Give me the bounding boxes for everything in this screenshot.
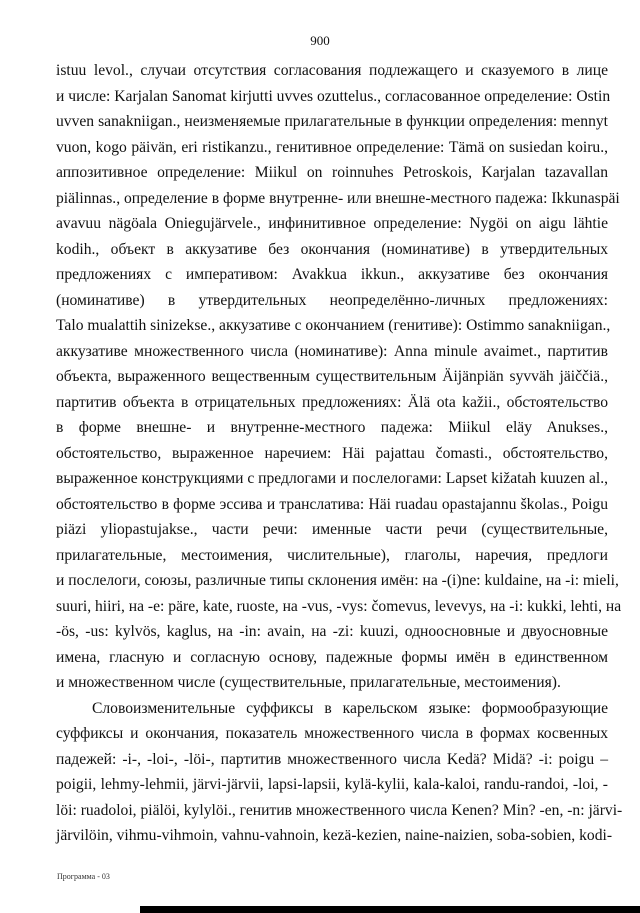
text-line: järvilöin, vihmu-vihmoin, vahnu-vahnoin, kezä-kezien, naine-naizien, soba-sobien, kodi- bbox=[56, 827, 613, 844]
text-line: avavuu nägöala Oniegujärvele., инфинитивное определение: Nygöi on aigu lähtie bbox=[56, 215, 608, 232]
footer-label: Программа - 03 bbox=[57, 872, 110, 881]
text-line: и послелоги, союзы, различные типы склонения имён: на -(i)ne: kuldaine, на -i: mieli, bbox=[56, 572, 619, 589]
text-line: прилагательные, местоимения, числительные), глаголы, наречия, предлоги bbox=[56, 546, 608, 564]
text-line: обстоятельство, выраженное наречием: Häi pajattau čomasti., обстоятельство, bbox=[56, 444, 608, 462]
text-line: Talo mualattih sinizekse., аккузативе с окончанием (генитиве): Ostimmo sanakniigan., bbox=[56, 317, 611, 334]
text-line: обстоятельство в форме эссива и транслатива: Häi ruadau opastajannu školas., Poigu bbox=[56, 495, 608, 513]
text-line: партитив объекта в отрицательных предложениях: Älä ota kažii., обстоятельство bbox=[56, 393, 608, 411]
text-line: имена, гласную и согласную основу, падежные формы имён в единственном bbox=[56, 648, 608, 666]
text-line: suuri, hiiri, на -e: päre, kate, ruoste, на -vus, -vys: čomevus, levevys, на -i: kukki, lehti, на bbox=[56, 597, 622, 615]
body-text bbox=[56, 58, 623, 849]
text-line: Словоизменительные суффиксы в карельском языке: формообразующие bbox=[92, 699, 608, 717]
text-line: vuon, kogo päivän, eri ristikanzu., генитивное определение: Tämä on susiedan koiru., bbox=[56, 138, 608, 156]
text-line: poigii, lehmy-lehmii, järvi-järvii, lapsi-lapsii, kylä-kylii, kala-kaloi, randu-randoi, -loi, - bbox=[56, 776, 608, 793]
text-line: löi: ruadoloi, piälöi, kylylöi., генитив множественного числа Kenen? Min? -en, -n: järvi- bbox=[56, 801, 623, 819]
text-line: аппозитивное определение: Miikul on roinnuhes Petroskois, Karjalan tazavallan bbox=[56, 164, 608, 181]
text-line: -ös, -us: kylvös, kaglus, на -in: avain, на -zi: kuuzi, одноосновные и двуосновные bbox=[56, 623, 608, 640]
text-line: istuu levol., случаи отсутствия согласования подлежащего и сказуемого в лице bbox=[56, 62, 608, 79]
text-line: суффиксы и окончания, показатель множественного числа в формах косвенных bbox=[56, 725, 608, 742]
text-line: и множественном числе (существительные, прилагательные, местоимения). bbox=[56, 674, 561, 691]
text-line: uvven sanakniigan., неизменяемые прилагательные в функции определения: mennyt bbox=[56, 113, 608, 130]
text-line: piälinnas., определение в форме внутренне- или внешне-местного падежа: Ikkunaspäi bbox=[56, 189, 620, 207]
text-line: и числе: Karjalan Sanomat kirjutti uvves ozuttelus., согласованное определение: Ostin bbox=[56, 87, 611, 105]
text-line: аккузативе множественного числа (номинативе): Anna minule avaimet., партитив bbox=[56, 342, 608, 360]
text-line: выраженное конструкциями с предлогами и послелогами: Lapset kižatah kuuzen al., bbox=[56, 470, 609, 487]
text-line: kodih., объект в аккузативе без окончания (номинативе) в утвердительных bbox=[56, 240, 608, 258]
text-line: предложениях с императивом: Avakkua ikkun., аккузативе без окончания bbox=[56, 266, 608, 283]
page-number: 900 bbox=[310, 33, 330, 48]
text-line: объекта, выраженного вещественным существительным Äijänpiän syvväh jäiččiä., bbox=[56, 368, 608, 385]
text-line: в форме внешне- и внутренне-местного падежа: Miikul eläy Anukses., bbox=[56, 419, 608, 436]
scan-edge bbox=[140, 906, 640, 913]
text-line: падежей: -i-, -loi-, -löi-, партитив множественного числа Kedä? Midä? -i: poigu – bbox=[56, 750, 608, 768]
text-line: piäzi yliopastujakse., части речи: именные части речи (существительные, bbox=[56, 521, 608, 538]
text-line: (номинативе) в утвердительных неопределённо-личных предложениях: bbox=[56, 291, 608, 309]
